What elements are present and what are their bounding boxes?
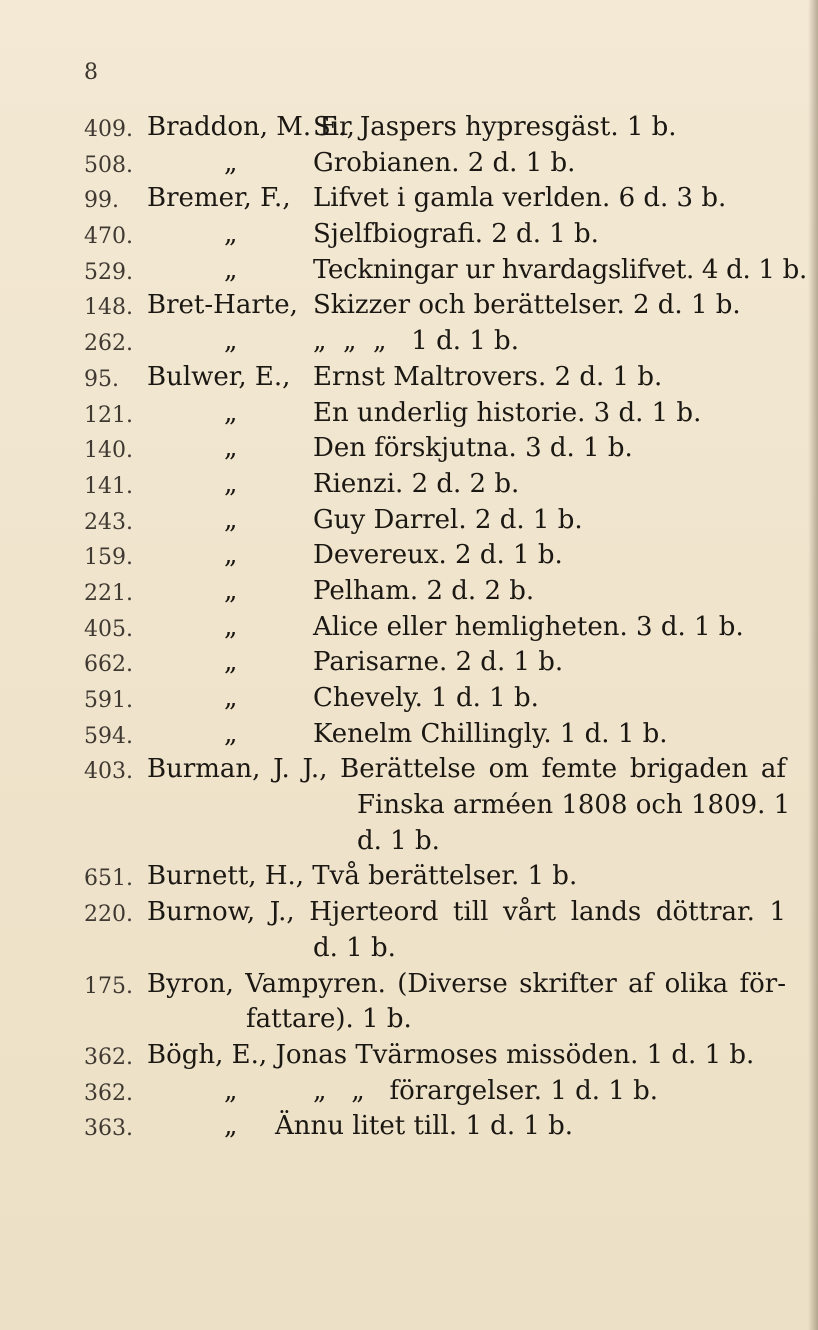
entry-text-line: fattare). 1 b.: [246, 1004, 412, 1035]
entry-number: 651.: [84, 866, 133, 892]
ditto-mark: „: [224, 433, 238, 464]
entry-title: Alice eller hemligheten. 3 d. 1 b.: [313, 611, 744, 642]
entry-author: Braddon, M. E.,: [147, 112, 355, 142]
entry-number: 594.: [84, 723, 133, 749]
entry-number: 121.: [84, 402, 133, 428]
page-number: 8: [84, 60, 98, 85]
entry-number: 141.: [84, 473, 133, 499]
entry-title: Pelham. 2 d. 2 b.: [313, 575, 535, 606]
catalog-entry: [0, 255, 818, 291]
catalog-entry: [0, 433, 818, 469]
catalog-entry: [0, 540, 818, 576]
catalog-entry-continuation: [0, 790, 818, 826]
entry-number: 405.: [84, 616, 133, 642]
ditto-mark: „: [224, 254, 238, 285]
entry-title: En underlig historie. 3 d. 1 b.: [313, 397, 702, 428]
catalog-entry: [0, 576, 818, 612]
ditto-mark: „: [224, 326, 238, 357]
catalog-entry: [0, 1040, 818, 1076]
entry-number: 662.: [84, 652, 133, 678]
entry-number: 403.: [84, 759, 133, 785]
ditto-mark: „: [224, 575, 238, 606]
ditto-mark: „: [224, 1075, 238, 1106]
entry-title: Guy Darrel. 2 d. 1 b.: [313, 504, 583, 535]
catalog-entry: [0, 897, 818, 933]
entry-title: Devereux. 2 d. 1 b.: [313, 540, 563, 571]
ditto-mark: „: [224, 147, 238, 178]
catalog-entry: [0, 362, 818, 398]
catalog-entry: [0, 505, 818, 541]
entry-text-line: d. 1 b.: [313, 932, 396, 963]
entry-text-line: Burnett, H., Två berättelser. 1 b.: [147, 861, 578, 892]
catalog-entry: [0, 612, 818, 648]
entry-number: 220.: [84, 902, 133, 928]
entry-number: 362.: [84, 1080, 133, 1106]
entry-author: Bremer, F.,: [147, 183, 291, 214]
ditto-mark: „: [224, 504, 238, 535]
entry-title: „ „ „ 1 d. 1 b.: [313, 326, 519, 357]
entry-title: Kenelm Chillingly. 1 d. 1 b.: [313, 718, 668, 749]
catalog-entry: [0, 1076, 818, 1112]
entry-title: Grobianen. 2 d. 1 b.: [313, 147, 576, 178]
entry-text-line: Byron, Vampyren. (Diverse skrifter af olika för-: [147, 968, 786, 999]
entry-number: 409.: [84, 117, 133, 142]
entry-number: 159.: [84, 545, 133, 571]
ditto-mark: „: [224, 718, 238, 749]
catalog-entry: [0, 683, 818, 719]
ditto-mark: „: [224, 219, 238, 250]
catalog-entry: [0, 290, 818, 326]
catalog-entry: [0, 398, 818, 434]
catalog-entry: [0, 969, 818, 1005]
entry-title: Parisarne. 2 d. 1 b.: [313, 647, 564, 678]
catalog-entry: [0, 1111, 818, 1147]
entry-title: Sir Jaspers hypresgäst. 1 b.: [313, 112, 677, 142]
entry-number: 470.: [84, 224, 133, 250]
entry-number: 591.: [84, 688, 133, 713]
ditto-mark: „: [224, 397, 238, 428]
ditto-mark: „: [224, 647, 238, 678]
entry-title: Den förskjutna. 3 d. 1 b.: [313, 433, 633, 464]
catalog-entry: [0, 754, 818, 790]
entry-text-line: Finska arméen 1808 och 1809. 1: [357, 790, 791, 821]
catalog-entry-continuation: [0, 933, 818, 969]
catalog-entry-continuation: [0, 1004, 818, 1040]
entry-text-line: Burman, J. J., Berättelse om femte brigaden af: [147, 754, 786, 785]
ditto-mark: „: [224, 468, 238, 499]
entry-title: „ „ förargelser. 1 d. 1 b.: [313, 1075, 659, 1106]
entry-title: Lifvet i gamla verlden. 6 d. 3 b.: [313, 183, 727, 214]
entry-author: Bret-Harte,: [147, 290, 298, 321]
entry-number: 363.: [84, 1116, 133, 1142]
entry-title: Ännu litet till. 1 d. 1 b.: [275, 1111, 574, 1142]
catalog-entry: [0, 112, 818, 148]
ditto-mark: „: [224, 611, 238, 642]
ditto-mark: „: [224, 1111, 238, 1142]
entry-number: 243.: [84, 509, 133, 535]
catalog-entry: [0, 183, 818, 219]
entry-number: 148.: [84, 295, 133, 321]
catalog-entry: [0, 148, 818, 184]
entry-title: Sjelfbiografi. 2 d. 1 b.: [313, 219, 599, 250]
entry-title: Ernst Maltrovers. 2 d. 1 b.: [313, 361, 663, 392]
entry-title: Teckningar ur hvardagslifvet. 4 d. 1 b.: [313, 254, 807, 285]
ditto-mark: „: [224, 683, 238, 713]
catalog-list: [0, 112, 818, 1147]
catalog-entry: [0, 219, 818, 255]
entry-number: 362.: [84, 1044, 133, 1070]
entry-number: 140.: [84, 438, 133, 464]
catalog-entry: [0, 719, 818, 755]
entry-number: 221.: [84, 580, 133, 606]
catalog-entry-continuation: [0, 826, 818, 862]
entry-number: 508.: [84, 152, 133, 178]
entry-text-line: Burnow, J., Hjerteord till vårt lands döttrar. 1: [147, 897, 786, 928]
entry-number: 99.: [84, 188, 119, 214]
entry-title: Skizzer och berättelser. 2 d. 1 b.: [313, 290, 741, 321]
catalog-entry: [0, 647, 818, 683]
catalog-entry: [0, 326, 818, 362]
entry-text-line: d. 1 b.: [357, 825, 440, 856]
ditto-mark: „: [224, 540, 238, 571]
entry-author: Bulwer, E.,: [147, 361, 291, 392]
entry-number: 262.: [84, 331, 133, 357]
catalog-entry: [0, 861, 818, 897]
catalog-entry: [0, 469, 818, 505]
entry-number: 175.: [84, 973, 133, 999]
entry-title: Chevely. 1 d. 1 b.: [313, 683, 539, 713]
entry-number: 529.: [84, 259, 133, 285]
entry-text-line: Bögh, E., Jonas Tvärmoses missöden. 1 d. 1 b.: [147, 1039, 755, 1070]
entry-title: Rienzi. 2 d. 2 b.: [313, 468, 520, 499]
entry-number: 95.: [84, 366, 119, 392]
